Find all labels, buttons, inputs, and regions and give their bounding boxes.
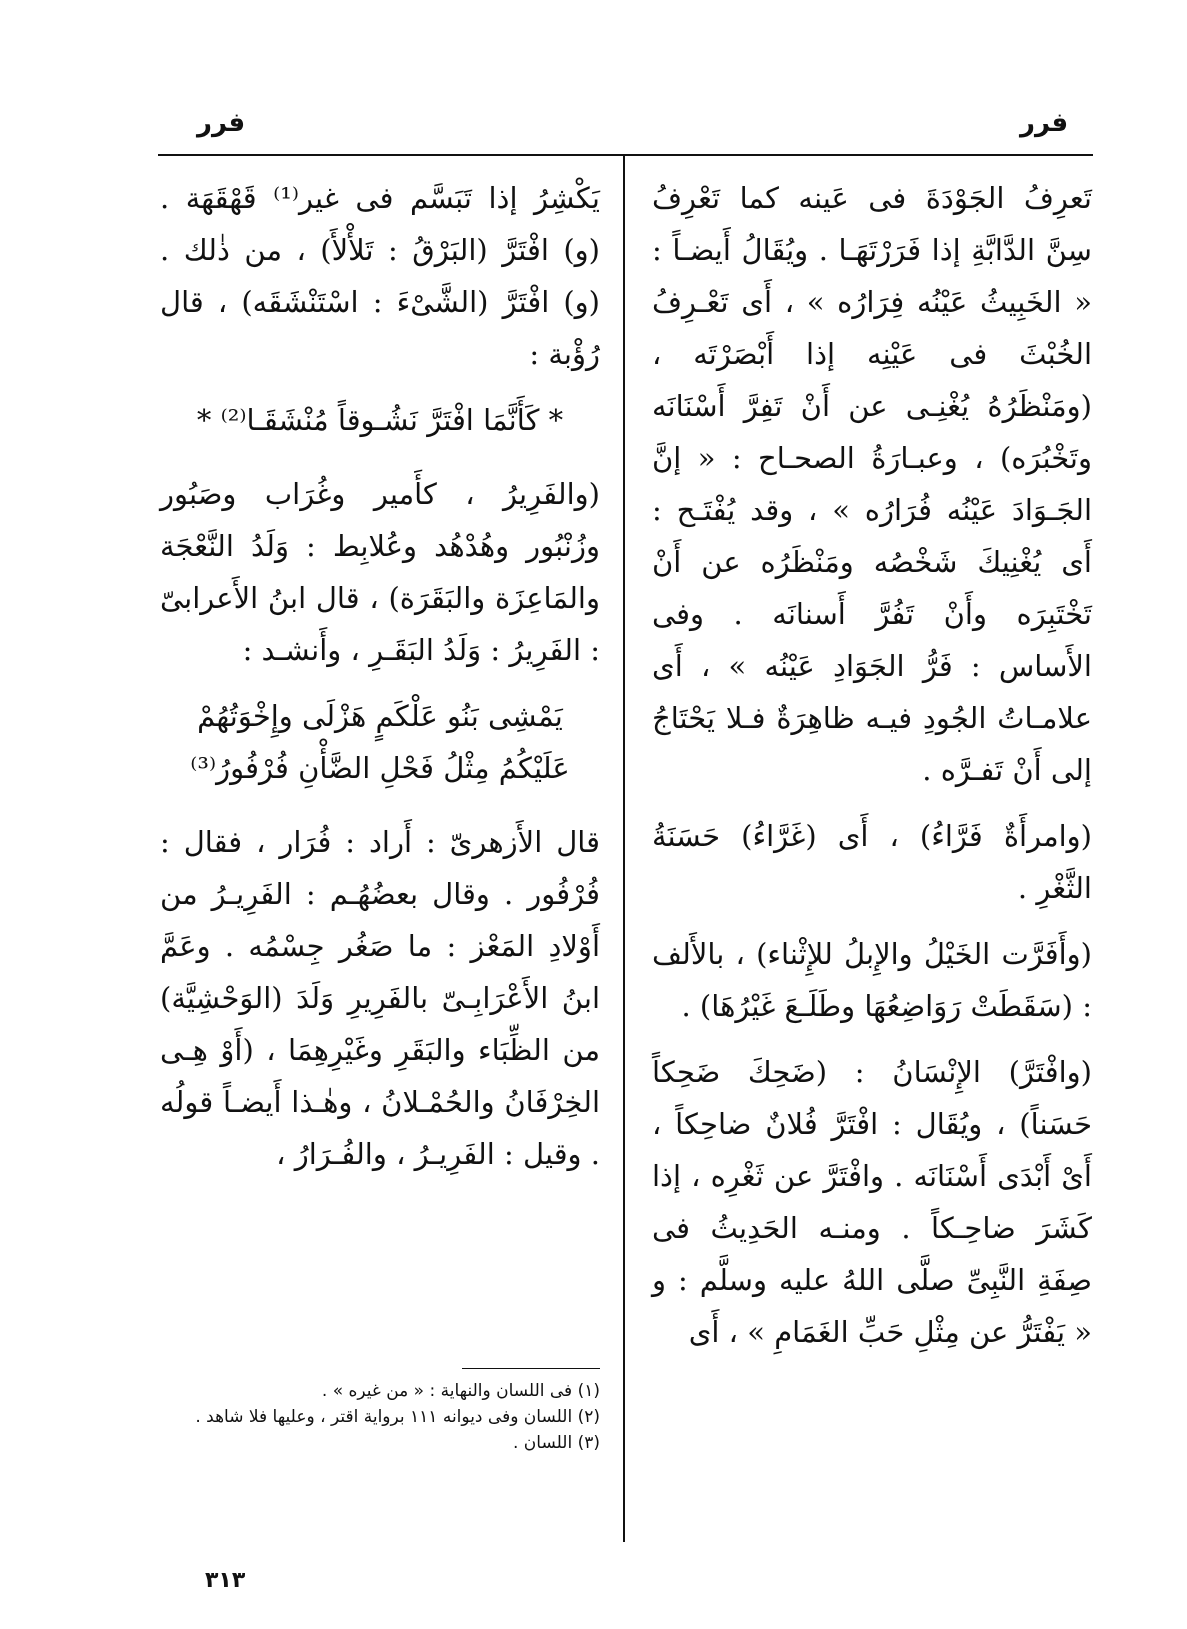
footnote-1: (١) فى اللسان والنهاية : « من غيره » . (321, 1381, 600, 1401)
footnote-3: (٣) اللسان . (513, 1433, 600, 1453)
right-column (652, 172, 1092, 1372)
footnotes (160, 1378, 600, 1456)
footnote-2: (٢) اللسان وفى ديوانه ١١١ برواية اقتر ، وعليها فلا شاهد . (195, 1407, 600, 1427)
poem-couplet (160, 690, 600, 794)
left-paragraph-3: قال الأَزهرىّ : أَراد : فُرَار ، فقال : فُرْفُور . وقال بعضُهُـم : الفَرِيـرُ من أَوْلادِ المَعْز : ما صَغُر جِسْمُه . وعَمَّ ابنُ الأَعْرَابِـىّ بالفَرِيرِ وَلَدَ (الوَحْشِيَّة) من الظِّبَاء والبَقَرِ وغَيْرِهِمَا ، (أَوْ هِـى الخِرْفَانُ والحُمْـلانُ ، وهٰـذا أَيضـاً قولُه . وقيل : الفَرِيـرُ ، والفُـرَارُ ، (160, 825, 600, 1171)
right-paragraph-2: (وامرأَةٌ فَرَّاءُ) ، أَى (غَرَّاءُ) حَسَنَةُ الثَّغْرِ . (652, 819, 1092, 905)
right-paragraph-4: (وافْتَرَّ) الإِنْسَانُ : (ضَحِكَ ضَحِكاً حَسَناً) ، ويُقَال : افْتَرَّ فُلانٌ ضاحِكاً ، أَىْ أَبْدَى أَسْنَانَه . وافْتَرَّ عن ثَغْرِه ، إذا كَشَرَ ضاحِـكاً . ومنـه الحَدِيثُ فى صِفَةِ النَّبِىِّ صلَّى اللهُ عليه وسلَّم : و « يَفْتَرُّ عن مِثْلِ حَبِّ الغَمَامِ » ، أَى (652, 1055, 1092, 1349)
footnote-rule (462, 1368, 600, 1369)
header-rule (158, 154, 1093, 156)
poem-line-1: يَمْشِى بَنُو عَلْكَمٍ هَزْلَى وإِخْوَتُهُمْ (197, 699, 563, 733)
left-column (160, 172, 600, 1194)
left-paragraph-2: (والفَرِيرُ ، كأَمير وغُرَاب وصَبُور وزُنْبُور وهُدْهُد وعُلابِط : وَلَدُ النَّعْجَة والمَاعِزَة والبَقَرَة) ، قال ابنُ الأَعرابىّ : الفَرِيرُ : وَلَدُ البَقَـرِ ، وأَنشـد : (160, 477, 600, 667)
verse-line: * كَأَنَّمَا افْتَرَّ نَشُـوقاً مُنْشَقَـا⁽²⁾ * (196, 403, 564, 437)
left-paragraph-1: يَكْشِرُ إذا تَبَسَّم فى غير⁽¹⁾ قَهْقَهَة . (و) افْتَرَّ (البَرْقُ : تَلأْلأَ) ، من ذٰلك . (و) افْتَرَّ (الشَّىْءَ : اسْتَنْشَقَه) ، قال رُؤْبة : (160, 181, 600, 371)
header-root-word-left: فرر (197, 108, 246, 138)
header-root-word-right: فرر (1020, 108, 1069, 138)
poem-line-2: عَلَيْكُمُ مِثْلُ فَحْلِ الضَّأْنِ فُرْفُورُ⁽³⁾ (190, 751, 570, 785)
right-paragraph-1: تَعرِفُ الجَوْدَةَ فى عَينه كما تَعْرِفُ سِنَّ الدَّابَّةِ إذا فَرَرْتَهَـا . ويُقَالُ أَيضـاً : « الخَبِيثُ عَيْنُه فِرَارُه » ، أَى تَعْـرِفُ الخُبْثَ فى عَيْنِه إذا أَبْصَرْتَه ، (ومَنْظَرُهُ يُغْنِـى عن أَنْ تَفِرَّ أَسْنَانَه وتَخْبُرَه) ، وعبـارَةُ الصحـاح : « إنَّ الجَـوَادَ عَيْنُه فُرَارُه » ، وقد يُفْتَـح : أَى يُغْنِيكَ شَخْصُه ومَنْظَرُه عن أَنْ تَخْتَبِرَه وأَنْ تَفُرَّ أَسنانَه . وفى الأَساس : فَرُّ الجَوَادِ عَيْنُه » ، أَى علامـاتُ الجُودِ فيـه ظاهِرَةٌ فـلا يَحْتَاجُ إلى أَنْ تَفـرَّه . (652, 181, 1092, 787)
page-number: ٣١٣ (205, 1568, 246, 1593)
column-divider (623, 154, 625, 1542)
right-paragraph-3: (وأَفَرَّت الخَيْلُ والإِبلُ للإِثْناء) ، بالأَلف : (سَقَطَتْ رَوَاضِعُهَا وطَلَـعَ غَيْرُهَا) . (652, 937, 1092, 1023)
